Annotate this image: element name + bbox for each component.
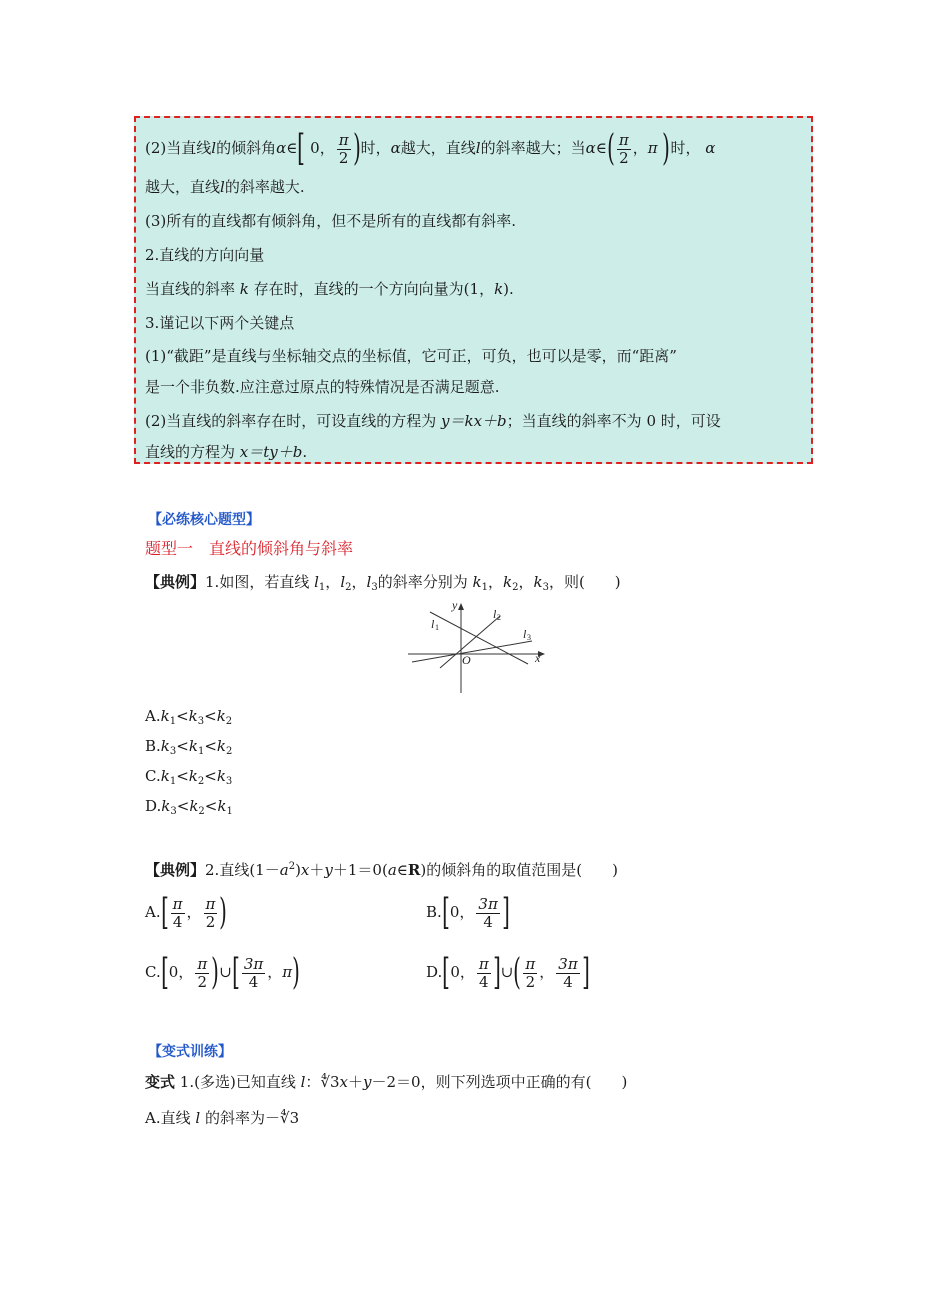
example2-option-a[interactable]: A.[ $\frac{\pi}{4}$ ， $\frac{\pi}{2}$ ) [145,892,228,933]
l2-sub: 2 [497,613,501,622]
note-line-7: (1)“截距”是直线与坐标轴交点的坐标值，它可正，可负，也可以是零，而“距离” [145,347,677,365]
note-line-2: 越大，直线l的斜率越大. [145,178,305,196]
l1-sub: 1 [435,623,439,632]
core-heading: 【必练核心题型】 [148,512,260,528]
l3-sub: 3 [527,633,531,642]
example1-option-b[interactable]: $B.k_3<k_1<k_2$ [145,737,233,757]
note-line-4: 2.直线的方向向量 [145,246,265,264]
practice-option-a[interactable]: A.直线 l 的斜率为－∜3 [145,1109,300,1127]
example1-question: 【典例】1.如图，若直线 $l_1$，$l_2$，$l_3$的斜率分别为 $k_1$，$k_2$，$k_3$，则( ) [145,573,621,593]
note-line-6: 3.谨记以下两个关键点 [145,314,295,332]
example2-question: 【典例】2.直线$(1-a^2)x+y+1=0(a\in R)$的倾斜角的取值范围是( ) [145,861,618,879]
practice-question: 变式 1.(多选)已知直线 l：∜3x＋y－2＝0，则下列选项中正确的有( ) [145,1073,628,1091]
example1-option-a[interactable]: $A.k_1<k_3<k_2$ [145,707,233,727]
line-l3 [412,641,532,662]
origin-label: O [462,653,471,667]
example2-option-b[interactable]: B.[0， $\frac{3\pi}{4}$ ] [426,892,510,933]
example2-option-d[interactable]: D.[0， $\frac{\pi}{4}$ ]∪( $\frac{\pi}{2}$ ， $\frac{3\pi}{4}$ ] [426,952,590,993]
l3-label: l [523,627,527,641]
l2-label: l [493,607,497,621]
example1-option-d[interactable]: $D.k_3<k_2<k_1$ [145,797,233,817]
y-axis-arrow [458,603,464,610]
example1-option-c[interactable]: $C.k_1<k_2<k_3$ [145,767,233,787]
x-label: x [535,651,541,665]
y-label: y [452,598,458,612]
lines-figure [400,598,550,696]
note-line-5: 当直线的斜率 k 存在时，直线的一个方向向量为(1，k). [145,280,514,298]
example2-option-c[interactable]: C.[0， $\frac{\pi}{2}$ )∪[ $\frac{3\pi}{4}$ ，π) [145,952,301,993]
note-line-1: (2)当直线l的倾斜角α∈[ 0， $\frac{\pi}{2}$ )时，α越大，直线l的斜率越大；当α∈( $\frac{\pi}{2}$ ，π )时， α [145,128,716,169]
note-line-9: (2)当直线的斜率存在时，可设直线的方程为 y＝kx＋b；当直线的斜率不为 0 时，可设 [145,412,721,430]
note-line-3: (3)所有的直线都有倾斜角，但不是所有的直线都有斜率. [145,212,517,230]
l1-label: l [431,617,435,631]
practice-heading: 【变式训练】 [148,1044,232,1060]
type-heading: 题型一 直线的倾斜角与斜率 [145,539,354,558]
note-line-10: 直线的方程为 x＝ty＋b. [145,443,308,461]
note-line-8: 是一个非负数.应注意过原点的特殊情况是否满足题意. [145,378,500,396]
